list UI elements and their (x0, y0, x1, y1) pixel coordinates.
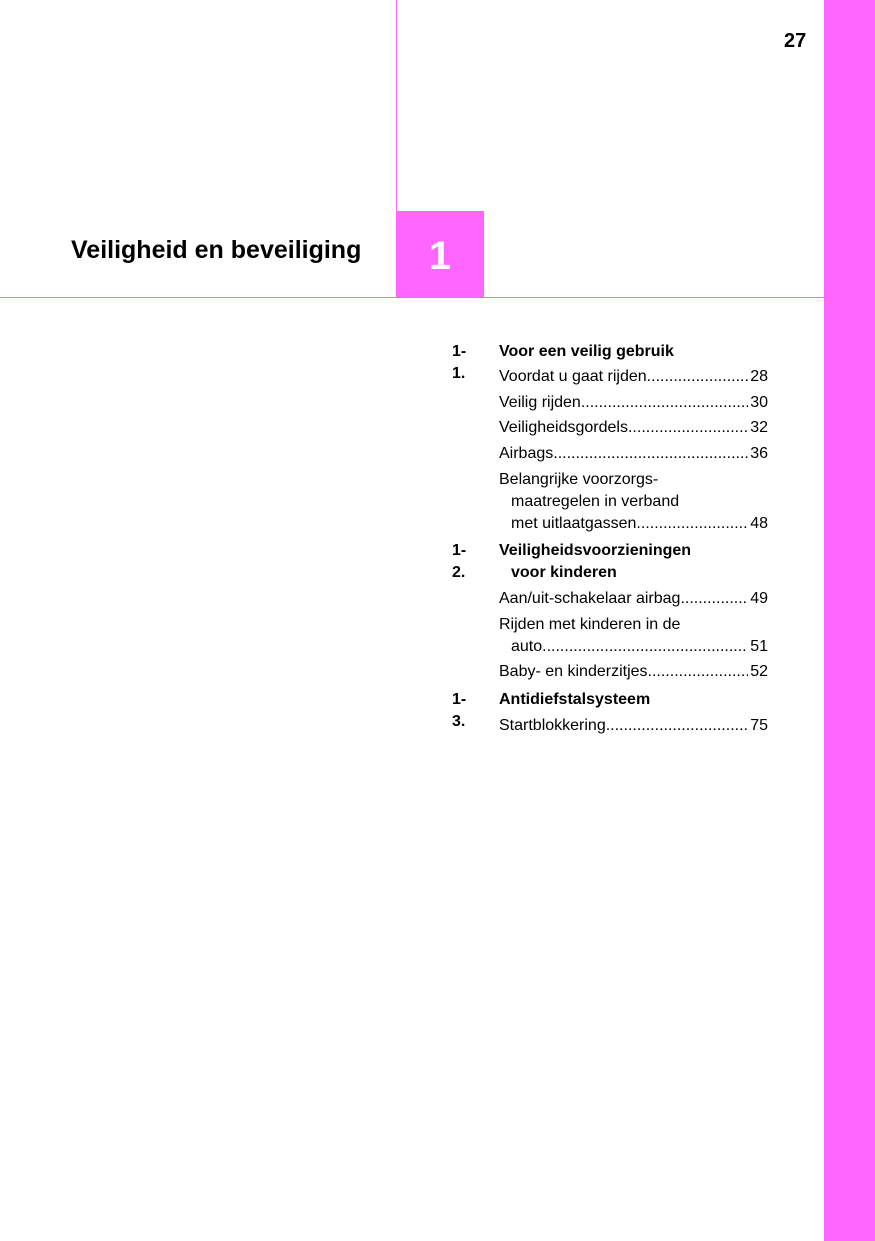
entry-page: 75 (750, 717, 768, 734)
divider-vertical (396, 0, 397, 212)
entry-label: Voordat u gaat rijden (499, 368, 647, 385)
entry-page: 30 (750, 394, 768, 411)
leader-dots (628, 417, 748, 439)
leader-dots (581, 392, 748, 414)
entry-page: 52 (750, 663, 768, 680)
leader-dots (648, 661, 749, 683)
toc-entry[interactable] (499, 417, 768, 439)
entry-label: Aan/uit-schakelaar airbag (499, 590, 681, 607)
entry-label: met uitlaatgassen (511, 515, 637, 532)
chapter-number-box (396, 211, 484, 298)
entry-label: Startblokkering (499, 717, 606, 734)
section-title: voor kinderen (511, 564, 617, 581)
entry-page: 32 (750, 419, 768, 436)
entry-label: Airbags (499, 445, 554, 462)
chapter-tab-band (824, 0, 875, 1241)
entry-label: Rijden met kinderen in de (499, 616, 681, 633)
section-number: 1-3. (452, 691, 467, 730)
toc-entry[interactable] (499, 469, 768, 535)
entry-page: 48 (750, 515, 768, 532)
section-title: Antidiefstalsysteem (499, 691, 651, 708)
entry-label: Belangrijke voorzorgs- (499, 471, 659, 488)
leader-dots (647, 366, 749, 388)
toc-entry[interactable] (499, 443, 768, 465)
toc-entry[interactable] (499, 392, 768, 414)
entry-label: Veilig rijden (499, 394, 581, 411)
entry-page: 49 (750, 590, 768, 607)
chapter-number: 1 (428, 234, 452, 278)
entry-label: auto (511, 638, 543, 655)
section-number: 1-1. (452, 343, 467, 382)
entry-page: 28 (750, 368, 768, 385)
leader-dots (542, 636, 748, 658)
section-number: 1-2. (452, 542, 467, 581)
entry-page: 36 (750, 445, 768, 462)
section-title: Voor een veilig gebruik (499, 343, 674, 360)
toc-entry[interactable] (499, 715, 768, 737)
entry-label: Veiligheidsgordels (499, 419, 628, 436)
entry-page: 51 (750, 638, 768, 655)
leader-dots (636, 513, 748, 535)
page-number: 27 (784, 30, 807, 52)
toc-entry[interactable] (499, 661, 768, 683)
chapter-title: Veiligheid en beveiliging (71, 236, 362, 264)
leader-dots (680, 588, 748, 610)
toc-entry[interactable] (499, 588, 768, 610)
entry-label: maatregelen in verband (511, 493, 680, 510)
toc-entry[interactable] (499, 614, 768, 658)
leader-dots (606, 715, 748, 737)
leader-dots (553, 443, 748, 465)
section-title: Veiligheidsvoorzieningen (499, 542, 692, 559)
entry-label: Baby- en kinderzitjes (499, 663, 648, 680)
toc-entry[interactable] (499, 366, 768, 388)
